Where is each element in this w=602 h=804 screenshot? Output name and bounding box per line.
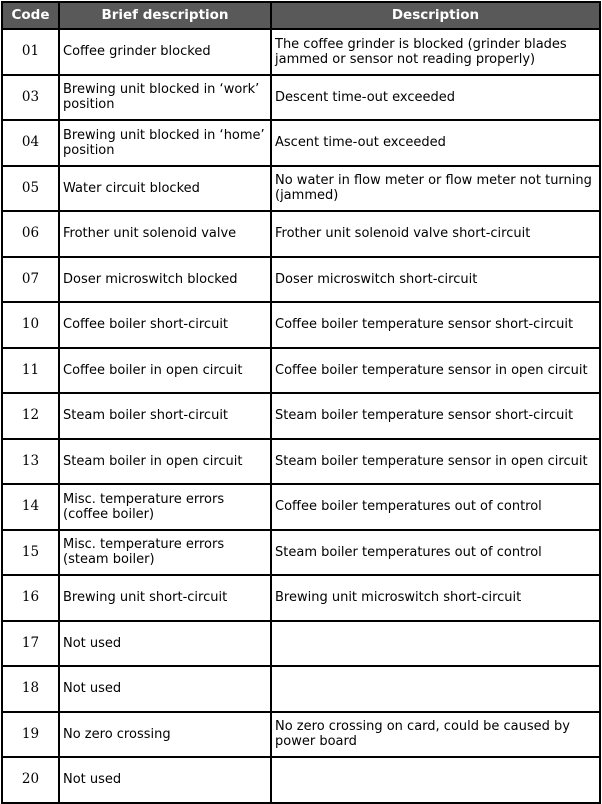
cell-description: Steam boiler temperature sensor in open circuit [272,440,599,484]
cell-code: 05 [3,167,58,211]
cell-description: The coffee grinder is blocked (grinder blades jammed or sensor not reading properly) [272,30,599,74]
cell-code: 01 [3,30,58,74]
cell-brief-description: Steam boiler in open circuit [60,440,270,484]
cell-description: No zero crossing on card, could be caused by power board [272,713,599,757]
cell-code: 13 [3,440,58,484]
cell-code: 04 [3,121,58,165]
cell-brief-description: Misc. temperature errors (coffee boiler) [60,485,270,529]
table-row [3,622,599,666]
cell-description: Doser microswitch short-circuit [272,258,599,302]
table-row [3,531,599,575]
cell-description: Coffee boiler temperatures out of control [272,485,599,529]
cell-brief-description: Frother unit solenoid valve [60,212,270,256]
table-row [3,212,599,256]
cell-description: Coffee boiler temperature sensor short-circuit [272,303,599,347]
header-brief-description: Brief description [60,3,270,28]
cell-description: Frother unit solenoid valve short-circuit [272,212,599,256]
cell-brief-description: Steam boiler short-circuit [60,394,270,438]
cell-code: 20 [3,758,58,802]
cell-code: 14 [3,485,58,529]
cell-description [272,667,599,711]
cell-description: Descent time-out exceeded [272,76,599,120]
cell-brief-description: Brewing unit blocked in ‘work’ position [60,76,270,120]
header-description: Description [272,3,599,28]
cell-code: 17 [3,622,58,666]
cell-code: 10 [3,303,58,347]
cell-description: Steam boiler temperature sensor short-circuit [272,394,599,438]
cell-description: Brewing unit microswitch short-circuit [272,576,599,620]
cell-code: 06 [3,212,58,256]
cell-brief-description: Brewing unit short-circuit [60,576,270,620]
cell-brief-description: Not used [60,758,270,802]
table-row [3,303,599,347]
cell-brief-description: Brewing unit blocked in ‘home’ position [60,121,270,165]
cell-brief-description: No zero crossing [60,713,270,757]
cell-brief-description: Coffee boiler short-circuit [60,303,270,347]
cell-description: Ascent time-out exceeded [272,121,599,165]
table-row [3,440,599,484]
table-row [3,121,599,165]
cell-brief-description: Not used [60,667,270,711]
table-row [3,713,599,757]
cell-code: 18 [3,667,58,711]
table-row [3,485,599,529]
table-header-row [3,3,599,28]
cell-code: 15 [3,531,58,575]
table-row [3,758,599,802]
cell-brief-description: Doser microswitch blocked [60,258,270,302]
cell-brief-description: Coffee boiler in open circuit [60,349,270,393]
table-row [3,394,599,438]
cell-brief-description: Coffee grinder blocked [60,30,270,74]
cell-code: 11 [3,349,58,393]
table-row [3,167,599,211]
cell-brief-description: Misc. temperature errors (steam boiler) [60,531,270,575]
cell-description [272,758,599,802]
cell-description: Steam boiler temperatures out of control [272,531,599,575]
cell-description: No water in flow meter or flow meter not turning (jammed) [272,167,599,211]
table-row [3,30,599,74]
cell-code: 16 [3,576,58,620]
cell-code: 19 [3,713,58,757]
cell-brief-description: Water circuit blocked [60,167,270,211]
table-row [3,258,599,302]
header-code: Code [3,3,58,28]
table-row [3,349,599,393]
cell-description [272,622,599,666]
cell-code: 12 [3,394,58,438]
cell-description: Coffee boiler temperature sensor in open circuit [272,349,599,393]
table-row [3,76,599,120]
table-row [3,576,599,620]
cell-code: 07 [3,258,58,302]
error-codes-table [1,1,601,804]
cell-brief-description: Not used [60,622,270,666]
cell-code: 03 [3,76,58,120]
table-row [3,667,599,711]
